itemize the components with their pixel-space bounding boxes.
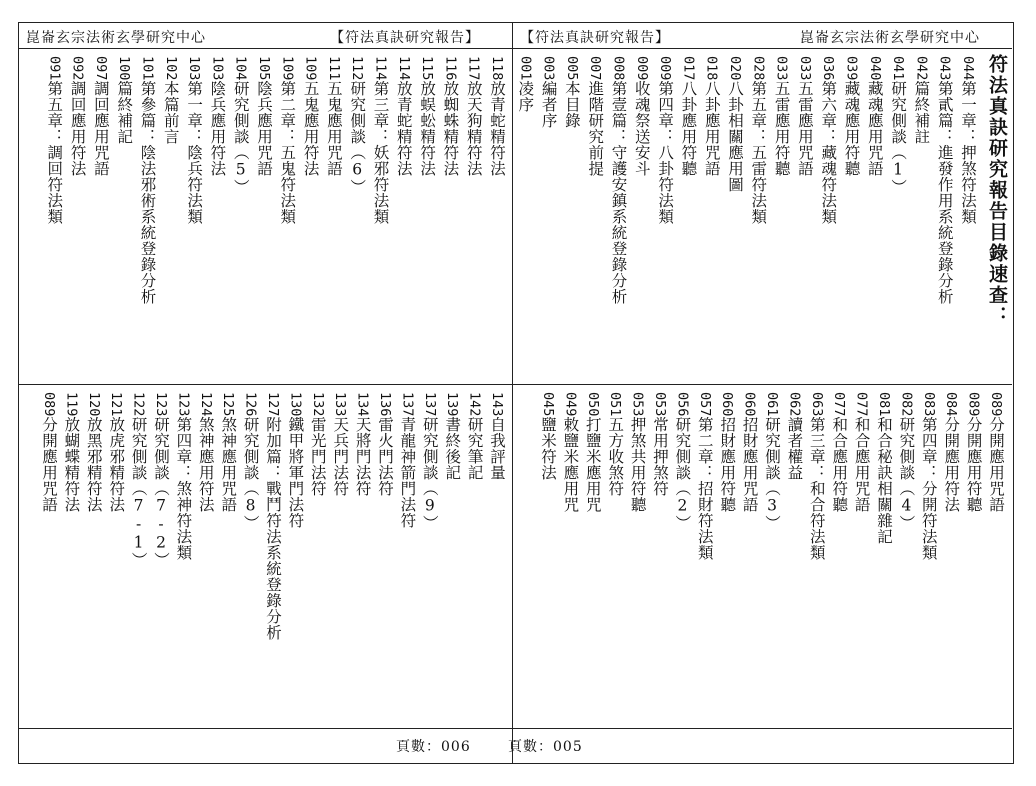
- toc-entry: [419, 392, 441, 531]
- toc-entry-page: 061: [764, 392, 780, 417]
- toc-entry-page: 137: [421, 392, 438, 417]
- toc-entry: [262, 392, 284, 640]
- toc-entry-title: 進階研究前提: [586, 80, 605, 177]
- toc-entry-title: 八卦應用符聽: [679, 80, 698, 177]
- toc-entry: [761, 392, 783, 531]
- toc-entry-page: 130: [287, 392, 304, 417]
- toc-entry-page: 036: [820, 56, 837, 81]
- toc-entry: [739, 392, 761, 512]
- toc-entry-page: 083: [920, 392, 937, 417]
- toc-entry: [806, 392, 828, 560]
- toc-entry: [464, 392, 486, 480]
- toc-entry-page: 102: [162, 56, 179, 81]
- toc-entry-page: 132: [309, 392, 326, 417]
- toc-entry: [694, 392, 716, 560]
- toc-entry-title: 第二章：五鬼符法類: [278, 80, 297, 225]
- toc-entry-page: 103: [186, 56, 203, 81]
- toc-entry-title: 放天狗精符法: [464, 80, 483, 177]
- right-header-rule: [512, 48, 1012, 49]
- right-footer-rule: [512, 728, 1012, 729]
- toc-entry: [240, 392, 262, 531]
- toc-entry-title: 五鬼應用符法: [301, 80, 320, 177]
- toc-entry-title: 分開應用咒語: [40, 416, 58, 513]
- toc-entry-title: 分開應用符聽: [964, 416, 983, 513]
- toc-entry: [253, 56, 275, 176]
- left-header-rule: [18, 48, 512, 49]
- toc-entry: [370, 56, 392, 224]
- toc-entry: [206, 56, 228, 176]
- toc-entry: [817, 56, 839, 224]
- toc-entry: [608, 56, 630, 304]
- toc-entry-title: 雷光門法符: [308, 416, 327, 497]
- toc-entry-title: 凌序: [516, 80, 535, 113]
- toc-entry: [538, 56, 560, 128]
- toc-entry: [864, 56, 886, 176]
- toc-entry: [677, 56, 699, 176]
- toc-entry-page: 077: [831, 392, 848, 417]
- toc-entry-page: 053: [629, 392, 646, 417]
- toc-entry-title: 放黑邪精符法: [84, 416, 103, 513]
- toc-entry: [128, 392, 150, 568]
- toc-entry-page: 117: [465, 56, 482, 81]
- toc-entry-page: 060: [719, 392, 736, 417]
- toc-entry-page: 112: [349, 56, 366, 81]
- toc-entry-page: 005: [563, 56, 580, 81]
- toc-entry-page: 081: [876, 392, 892, 417]
- toc-entry-title: 放青蛇精符法: [488, 80, 506, 177]
- toc-entry-title: 鹽米符法: [539, 416, 557, 481]
- toc-entry-title: 分開應用符法: [942, 416, 961, 513]
- toc-entry-page: 089: [965, 392, 982, 417]
- toc-entry: [195, 392, 217, 512]
- toc-entry-page: 092: [69, 56, 86, 81]
- left-footer-rule: [18, 728, 512, 729]
- toc-entry-title: 調回應用符法: [68, 80, 87, 177]
- toc-entry-page: 050: [584, 392, 601, 417]
- toc-entry-page: 091: [46, 56, 63, 81]
- toc-entry-title: 放蜈蚣精符法: [418, 80, 437, 177]
- toc-entry-page: 103: [209, 56, 226, 81]
- toc-entry-page: 062: [786, 392, 803, 417]
- toc-entry: [441, 392, 463, 480]
- toc-entry-title: 押煞共用符聽: [628, 416, 647, 513]
- toc-entry: [910, 56, 932, 144]
- toc-entry-title: 放虎邪精符法: [107, 416, 126, 513]
- toc-entry-page: 049: [562, 392, 579, 417]
- toc-entry-title: 第六章：藏魂符法類: [819, 80, 838, 225]
- toc-entry-title: 八卦相關應用圖: [726, 80, 744, 193]
- toc-entry: [67, 56, 89, 176]
- toc-entry-page: 126: [242, 392, 259, 417]
- toc-entry-page: 139: [444, 392, 461, 417]
- toc-entry-page: 116: [442, 56, 459, 81]
- toc-entry: [323, 56, 345, 176]
- toc-entry: [352, 392, 374, 496]
- toc-entry: [724, 56, 746, 192]
- toc-entry-page: 123: [153, 392, 169, 417]
- toc-entry: [160, 56, 182, 144]
- toc-entry: [38, 392, 60, 512]
- toc-entry: [747, 56, 769, 224]
- toc-entry-title: 研究側談（2）: [673, 416, 692, 531]
- toc-entry-title: 八卦應用咒語: [702, 80, 721, 177]
- toc-entry: [671, 392, 693, 531]
- toc-entry-page: 143: [489, 392, 505, 417]
- toc-entry-title: 青龍神箭門法符: [398, 416, 417, 529]
- toc-entry-title: 研究側談（7-1）: [129, 416, 148, 568]
- toc-entry-title: 第四章：分開符法類: [919, 416, 938, 561]
- toc-entry-title: 招財應用符聽: [718, 416, 737, 513]
- toc-entry-title: 敕鹽米應用咒: [561, 416, 580, 513]
- toc-entry: [627, 392, 649, 512]
- toc-entry-title: 調回應用咒語: [91, 80, 110, 177]
- toc-entry: [794, 56, 816, 176]
- toc-entry-title: 編者序: [539, 80, 558, 129]
- toc-entry: [83, 392, 105, 512]
- toc-entry-page: 008: [610, 56, 627, 81]
- toc-entry-page: 089: [988, 392, 1004, 417]
- toc-entry: [486, 56, 508, 176]
- toc-entry: [604, 392, 626, 496]
- toc-entry-title: 打鹽米應用咒: [583, 416, 602, 513]
- toc-entry-title: 書終後記: [443, 416, 462, 481]
- toc-entry-title: 放蜘蛛精符法: [441, 80, 460, 177]
- toc-entry-title: 本篇前言: [161, 80, 180, 145]
- toc-entry-page: 044: [960, 56, 976, 81]
- right-header-title: 【符法真訣研究報告】: [520, 30, 670, 46]
- toc-entry-title: 天兵門法符: [331, 416, 350, 497]
- toc-entry: [486, 392, 508, 480]
- toc-entry-page: 063: [808, 392, 825, 417]
- toc-entry-page: 122: [130, 392, 147, 417]
- toc-entry-page: 057: [696, 392, 713, 417]
- toc-entry-page: 056: [674, 392, 691, 417]
- toc-entry: [105, 392, 127, 512]
- toc-entry: [396, 392, 418, 528]
- toc-entry-page: 120: [85, 392, 102, 417]
- toc-entry-title: 研究側談（7-2）: [152, 416, 170, 568]
- toc-entry-page: 040: [866, 56, 883, 81]
- toc-entry-title: 第參篇：陰法邪術系統登錄分析: [138, 80, 157, 305]
- toc-entry-page: 041: [890, 56, 907, 81]
- toc-entry-title: 招財應用咒語: [740, 416, 759, 513]
- toc-entry: [217, 392, 239, 512]
- toc-entry-title: 本目錄: [562, 80, 581, 129]
- toc-entry-page: 043: [936, 56, 953, 81]
- right-page-number: 頁數：005: [508, 739, 583, 755]
- toc-entry-page: 017: [680, 56, 697, 81]
- toc-entry: [701, 56, 723, 176]
- toc-entry: [43, 56, 65, 224]
- toc-entry-title: 和合秘訣相關雜記: [875, 416, 893, 545]
- toc-entry-page: 111: [325, 56, 342, 81]
- toc-entry: [582, 392, 604, 512]
- toc-entry-page: 104: [232, 56, 249, 81]
- toc-entry-page: 089: [41, 392, 57, 417]
- toc-entry-title: 附加篇：戰鬥符法系統登錄分析: [264, 416, 282, 641]
- toc-entry-title: 第五章：五雷符法類: [749, 80, 768, 225]
- toc-entry-page: 142: [466, 392, 483, 417]
- toc-entry: [963, 392, 985, 512]
- toc-entry-page: 134: [354, 392, 371, 417]
- toc-entry-title: 五雷應用符聽: [772, 80, 791, 177]
- toc-entry-page: 109: [302, 56, 319, 81]
- right-mid-rule: [512, 384, 1012, 385]
- toc-entry: [873, 392, 895, 544]
- toc-entry-page: 114: [395, 56, 412, 81]
- toc-entry-title: 第五章：調回符法類: [45, 80, 64, 225]
- toc-entry-page: 033: [796, 56, 813, 81]
- toc-entry-page: 109: [279, 56, 296, 81]
- toc-entry-title: 研究側談（9）: [420, 416, 439, 531]
- toc-entry-page: 042: [913, 56, 930, 81]
- toc-entry-title: 陰兵應用咒語: [255, 80, 273, 177]
- toc-entry-page: 084: [943, 392, 960, 417]
- toc-entry-page: 028: [750, 56, 767, 81]
- toc-entry-title: 雷火門法符: [376, 416, 394, 497]
- toc-entry: [113, 56, 135, 144]
- toc-entry-title: 第一章：押煞符法類: [959, 80, 977, 225]
- toc-entry: [329, 392, 351, 496]
- toc-entry: [284, 392, 306, 528]
- toc-entry: [416, 56, 438, 176]
- toc-entry: [374, 392, 396, 496]
- toc-entry-page: 114: [372, 56, 389, 81]
- toc-entry: [584, 56, 606, 176]
- toc-entry-title: 研究側談（8）: [241, 416, 260, 531]
- toc-entry-title: 分開應用咒語: [987, 416, 1005, 513]
- toc-entry-title: 放青蛇精符法: [394, 80, 413, 177]
- left-header-title: 【符法真訣研究報告】: [330, 30, 480, 46]
- toc-entry-page: 124: [197, 392, 214, 417]
- toc-entry: [631, 56, 653, 176]
- toc-entry-title: 自我評量: [488, 416, 506, 481]
- toc-entry: [137, 56, 159, 304]
- toc-entry-page: 018: [703, 56, 720, 81]
- toc-entry: [841, 56, 863, 176]
- left-mid-rule: [18, 384, 512, 385]
- toc-entry: [654, 56, 676, 224]
- toc-entry-title: 鐵甲將軍門法符: [286, 416, 305, 529]
- toc-entry: [851, 392, 873, 512]
- toc-entry-title: 放蝴蝶精符法: [62, 416, 81, 513]
- toc-entry: [150, 392, 172, 568]
- toc-entry-title: 研究側談（1）: [889, 80, 908, 195]
- toc-entry-title: 研究側談（4）: [897, 416, 916, 531]
- toc-entry-title: 研究側談（3）: [763, 416, 781, 531]
- toc-entry-page: 051: [607, 392, 624, 417]
- toc-entry-page: 105: [256, 56, 272, 81]
- toc-entry-page: 133: [332, 392, 349, 417]
- toc-entry-title: 煞神應用符法: [196, 416, 215, 513]
- toc-entry-page: 101: [139, 56, 156, 81]
- toc-entry-page: 009: [633, 56, 650, 81]
- toc-entry: [230, 56, 252, 195]
- toc-entry-page: 003: [540, 56, 557, 81]
- left-header-center: 崑崙玄宗法術玄學研究中心: [26, 30, 206, 46]
- toc-entry-page: 033: [773, 56, 790, 81]
- toc-entry-page: 125: [220, 392, 237, 417]
- toc-entry-title: 常用押煞符: [651, 416, 669, 497]
- toc-entry-title: 五雷應用咒語: [795, 80, 814, 177]
- toc-entry: [276, 56, 298, 224]
- toc-entry: [716, 392, 738, 512]
- toc-entry-page: 082: [898, 392, 915, 417]
- toc-entry-title: 第三章：和合符法類: [807, 416, 826, 561]
- toc-entry-title: 五方收煞符: [606, 416, 625, 497]
- toc-entry-title: 第壹篇：守護安鎮系統登錄分析: [609, 80, 628, 305]
- toc-entry-title: 第二章：招財符法類: [695, 416, 714, 561]
- toc-entry-page: 077: [853, 392, 870, 417]
- toc-entry-title: 篇終補記: [115, 80, 134, 145]
- toc-entry-page: 097: [92, 56, 109, 81]
- toc-entry-page: 053: [652, 392, 668, 417]
- toc-entry-page: 118: [489, 56, 505, 81]
- toc-entry-page: 119: [63, 392, 80, 417]
- toc-entry-page: 115: [419, 56, 436, 81]
- toc-entry-title: 篇終補註: [912, 80, 931, 145]
- toc-entry-page: 121: [108, 392, 125, 417]
- toc-entry: [439, 56, 461, 176]
- toc-entry: [559, 392, 581, 512]
- toc-entry: [561, 56, 583, 128]
- toc-entry-page: 137: [399, 392, 416, 417]
- toc-entry-title: 五鬼應用咒語: [324, 80, 343, 177]
- toc-entry-title: 第四章：煞神符法類: [174, 416, 193, 561]
- toc-entry-page: 123: [175, 392, 192, 417]
- toc-entry: [771, 56, 793, 176]
- toc-entry-title: 第貳篇：進發作用系統登錄分析: [935, 80, 954, 305]
- toc-entry: [463, 56, 485, 176]
- toc-entry-page: 020: [727, 56, 743, 81]
- toc-entry: [940, 392, 962, 512]
- toc-entry-page: 136: [377, 392, 393, 417]
- toc-entry-title: 研究側談（5）: [231, 80, 250, 195]
- toc-entry-title: 天將門法符: [353, 416, 372, 497]
- toc-entry-page: 060: [741, 392, 758, 417]
- toc-entry: [918, 392, 940, 560]
- toc-entry: [172, 392, 194, 560]
- toc-entry-page: 007: [587, 56, 604, 81]
- toc-entry-title: 藏魂應用符聽: [842, 80, 861, 177]
- toc-entry-title: 收魂祭送安斗: [632, 80, 651, 177]
- toc-entry-page: 039: [843, 56, 860, 81]
- toc-entry: [649, 392, 671, 496]
- toc-title: 符法真訣研究報告目錄速查：: [986, 54, 1008, 327]
- toc-entry: [307, 392, 329, 496]
- toc-entry: [60, 392, 82, 512]
- left-page-number: 頁數：006: [396, 739, 471, 755]
- toc-entry-title: 陰兵應用符法: [208, 80, 227, 177]
- toc-entry: [346, 56, 368, 195]
- toc-entry-page: 009: [657, 56, 674, 81]
- toc-entry-title: 第四章：八卦符法類: [656, 80, 675, 225]
- toc-entry: [300, 56, 322, 176]
- toc-entry: [895, 392, 917, 531]
- toc-entry-page: 100: [116, 56, 133, 81]
- toc-entry-title: 研究筆記: [465, 416, 484, 481]
- toc-entry: [828, 392, 850, 512]
- toc-entry: [514, 56, 536, 112]
- toc-entry-page: 045: [540, 392, 556, 417]
- toc-entry-title: 讀者權益: [785, 416, 804, 481]
- toc-entry: [183, 56, 205, 224]
- toc-entry: [783, 392, 805, 480]
- toc-entry: [90, 56, 112, 176]
- toc-entry-title: 研究側談（6）: [348, 80, 367, 195]
- toc-entry-page: 127: [265, 392, 281, 417]
- toc-entry-title: 和合應用符聽: [830, 416, 849, 513]
- toc-entry: [537, 392, 559, 480]
- toc-entry: [957, 56, 979, 224]
- toc-entry: [934, 56, 956, 304]
- right-header-center: 崑崙玄宗法術玄學研究中心: [800, 30, 980, 46]
- toc-entry: [887, 56, 909, 195]
- toc-entry-title: 和合應用咒語: [852, 416, 871, 513]
- toc-entry-page: 001: [517, 56, 534, 81]
- toc-entry: [393, 56, 415, 176]
- toc-entry-title: 第三章：妖邪符法類: [371, 80, 390, 225]
- toc-entry-title: 藏魂應用咒語: [865, 80, 884, 177]
- toc-entry-title: 第一章：陰兵符法類: [185, 80, 204, 225]
- toc-entry: [985, 392, 1007, 512]
- toc-entry-title: 煞神應用咒語: [219, 416, 238, 513]
